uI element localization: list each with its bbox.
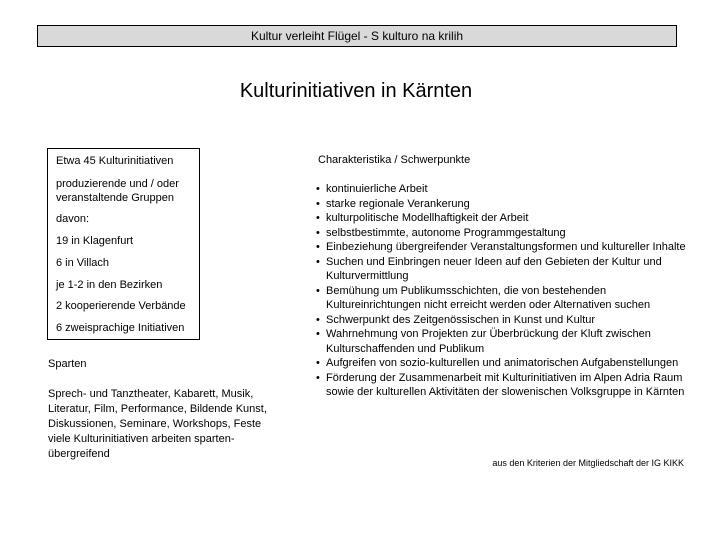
list-item: • Suchen und Einbringen neuer Ideen auf den Gebieten der Kultur und Kulturvermittlung — [316, 255, 696, 284]
list-item: • Schwerpunkt des Zeitgenössischen in Kunst und Kultur — [316, 313, 696, 328]
summary-line: 19 in Klagenfurt — [56, 235, 134, 247]
initiatives-summary-box — [47, 148, 200, 340]
summary-line: produzierende und / oder — [56, 178, 179, 190]
list-item: • Aufgreifen von sozio-kulturellen und animatorischen Aufgabenstellungen — [316, 356, 696, 371]
list-item: • Bemühung um Publikumsschichten, die von bestehenden Kultureinrichtungen nicht erreicht werden oder Alternativen suchen — [316, 284, 696, 313]
sparten-line: Literatur, Film, Performance, Bildende Kunst, — [48, 403, 267, 415]
sparten-line: übergreifend — [48, 448, 110, 460]
list-item: • Einbeziehung übergreifender Veranstaltungsformen und kultureller Inhalte — [316, 240, 696, 255]
sparten-line: viele Kulturinitiativen arbeiten sparten- — [48, 433, 235, 445]
banner-text: Kultur verleiht Flügel - S kulturo na krilih — [250, 29, 464, 43]
summary-line: 6 in Villach — [56, 257, 109, 269]
slide-title: Kulturinitiativen in Kärnten — [239, 80, 473, 102]
list-item: • kontinuierliche Arbeit — [316, 182, 696, 197]
summary-line: 6 zweisprachige Initiativen — [56, 322, 185, 334]
summary-line: veranstaltende Gruppen — [56, 192, 175, 204]
list-item: • kulturpolitische Modellhaftigkeit der Arbeit — [316, 211, 696, 226]
characteristics-heading: Charakteristika / Schwerpunkte — [318, 154, 471, 166]
list-item: • Förderung der Zusammenarbeit mit Kulturinitiativen im Alpen Adria Raum sowie der kulturellen Aktivitäten der slowenischen Volksgruppe in Kärnten — [316, 371, 696, 400]
summary-line: davon: — [56, 213, 90, 225]
sparten-heading: Sparten — [48, 358, 87, 370]
sparten-text — [48, 387, 298, 462]
list-item: • starke regionale Verankerung — [316, 197, 696, 212]
list-item: • selbstbestimmte, autonome Programmgestaltung — [316, 226, 696, 241]
summary-heading: Etwa 45 Kulturinitiativen — [56, 155, 174, 167]
list-item: • Wahrnehmung von Projekten zur Überbrückung der Kluft zwischen Kulturschaffenden und Publikum — [316, 327, 696, 356]
source-note: aus den Kriterien der Mitgliedschaft der IG KIKK — [492, 458, 684, 468]
summary-line: 2 kooperierende Verbände — [56, 300, 186, 312]
characteristics-list — [316, 182, 696, 400]
sparten-line: Diskussionen, Seminare, Workshops, Feste — [48, 418, 262, 430]
header-banner — [37, 25, 677, 47]
sparten-line: Sprech- und Tanztheater, Kabarett, Musik, — [48, 388, 254, 400]
summary-line: je 1-2 in den Bezirken — [56, 279, 163, 291]
